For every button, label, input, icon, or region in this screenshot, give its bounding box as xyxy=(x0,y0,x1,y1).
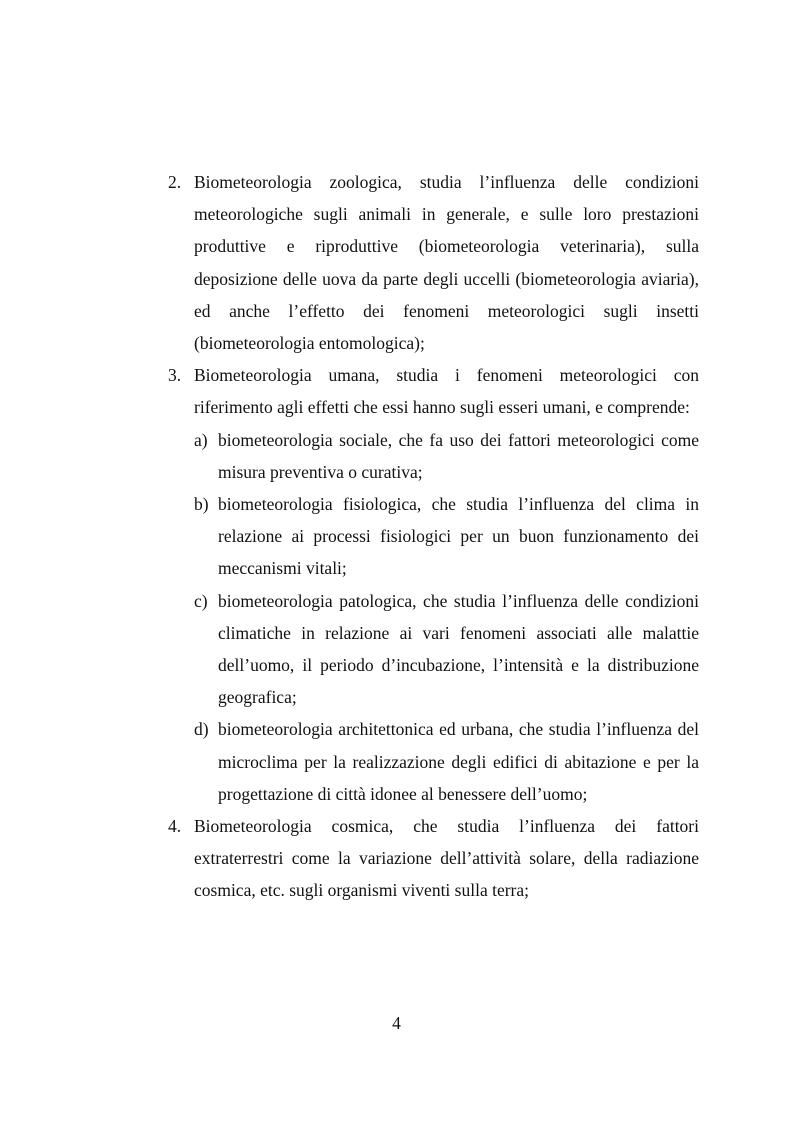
sub-item-text: biometeorologia patologica, che studia l’influenza delle condizioni climatiche in relazione ai vari fenomeni associati alle malattie dell’uomo, il periodo d’incubazione, l’intensità e la distribuzione geografica; xyxy=(218,590,699,708)
item-text: Biometeorologia cosmica, che studia l’influenza dei fattori extraterrestri come la variazione dell’attività solare, della radiazione cosmica, etc. sugli organismi viventi sulla terra; xyxy=(194,816,699,901)
sub-item-text: biometeorologia sociale, che fa uso dei fattori meteorologici come misura preventiva o curativa; xyxy=(218,429,699,482)
sub-list xyxy=(0,424,793,810)
list-item-2 xyxy=(0,166,793,359)
sub-item-text: biometeorologia architettonica ed urbana, che studia l’influenza del microclima per la realizzazione degli edifici di abitazione e per la progettazione di città idonee al benessere dell’uomo; xyxy=(218,719,699,804)
list-item-4 xyxy=(0,810,793,907)
sub-item-letter: b) xyxy=(194,494,209,515)
numbered-list xyxy=(0,166,793,907)
sub-item-letter: c) xyxy=(194,590,208,611)
sub-item-b xyxy=(0,488,793,585)
item-number: 2. xyxy=(168,172,182,192)
sub-item-a xyxy=(0,424,793,488)
sub-item-letter: d) xyxy=(194,719,209,740)
item-text: Biometeorologia umana, studia i fenomeni meteorologici con riferimento agli effetti che essi hanno sugli esseri umani, e comprende: xyxy=(194,365,699,418)
item-text: Biometeorologia zoologica, studia l’influenza delle condizioni meteorologiche sugli animali in generale, e sulle loro prestazioni produttive e riproduttive (biometeorologia veterinaria), sulla deposizione delle uova da parte degli uccelli (biometeorologia aviaria), ed anche l’effetto dei fenomeni meteorologici sugli insetti (biometeorologia entomologica); xyxy=(194,172,699,354)
sub-item-c xyxy=(0,585,793,714)
sub-item-d xyxy=(0,713,793,810)
page-number: 4 xyxy=(392,1013,401,1033)
sub-item-letter: a) xyxy=(194,429,208,450)
sub-item-text: biometeorologia fisiologica, che studia l’influenza del clima in relazione ai processi fisiologici per un buon funzionamento dei meccanismi vitali; xyxy=(218,494,699,579)
item-number: 4. xyxy=(168,816,182,837)
item-number: 3. xyxy=(168,365,182,386)
list-item-3 xyxy=(0,359,793,810)
